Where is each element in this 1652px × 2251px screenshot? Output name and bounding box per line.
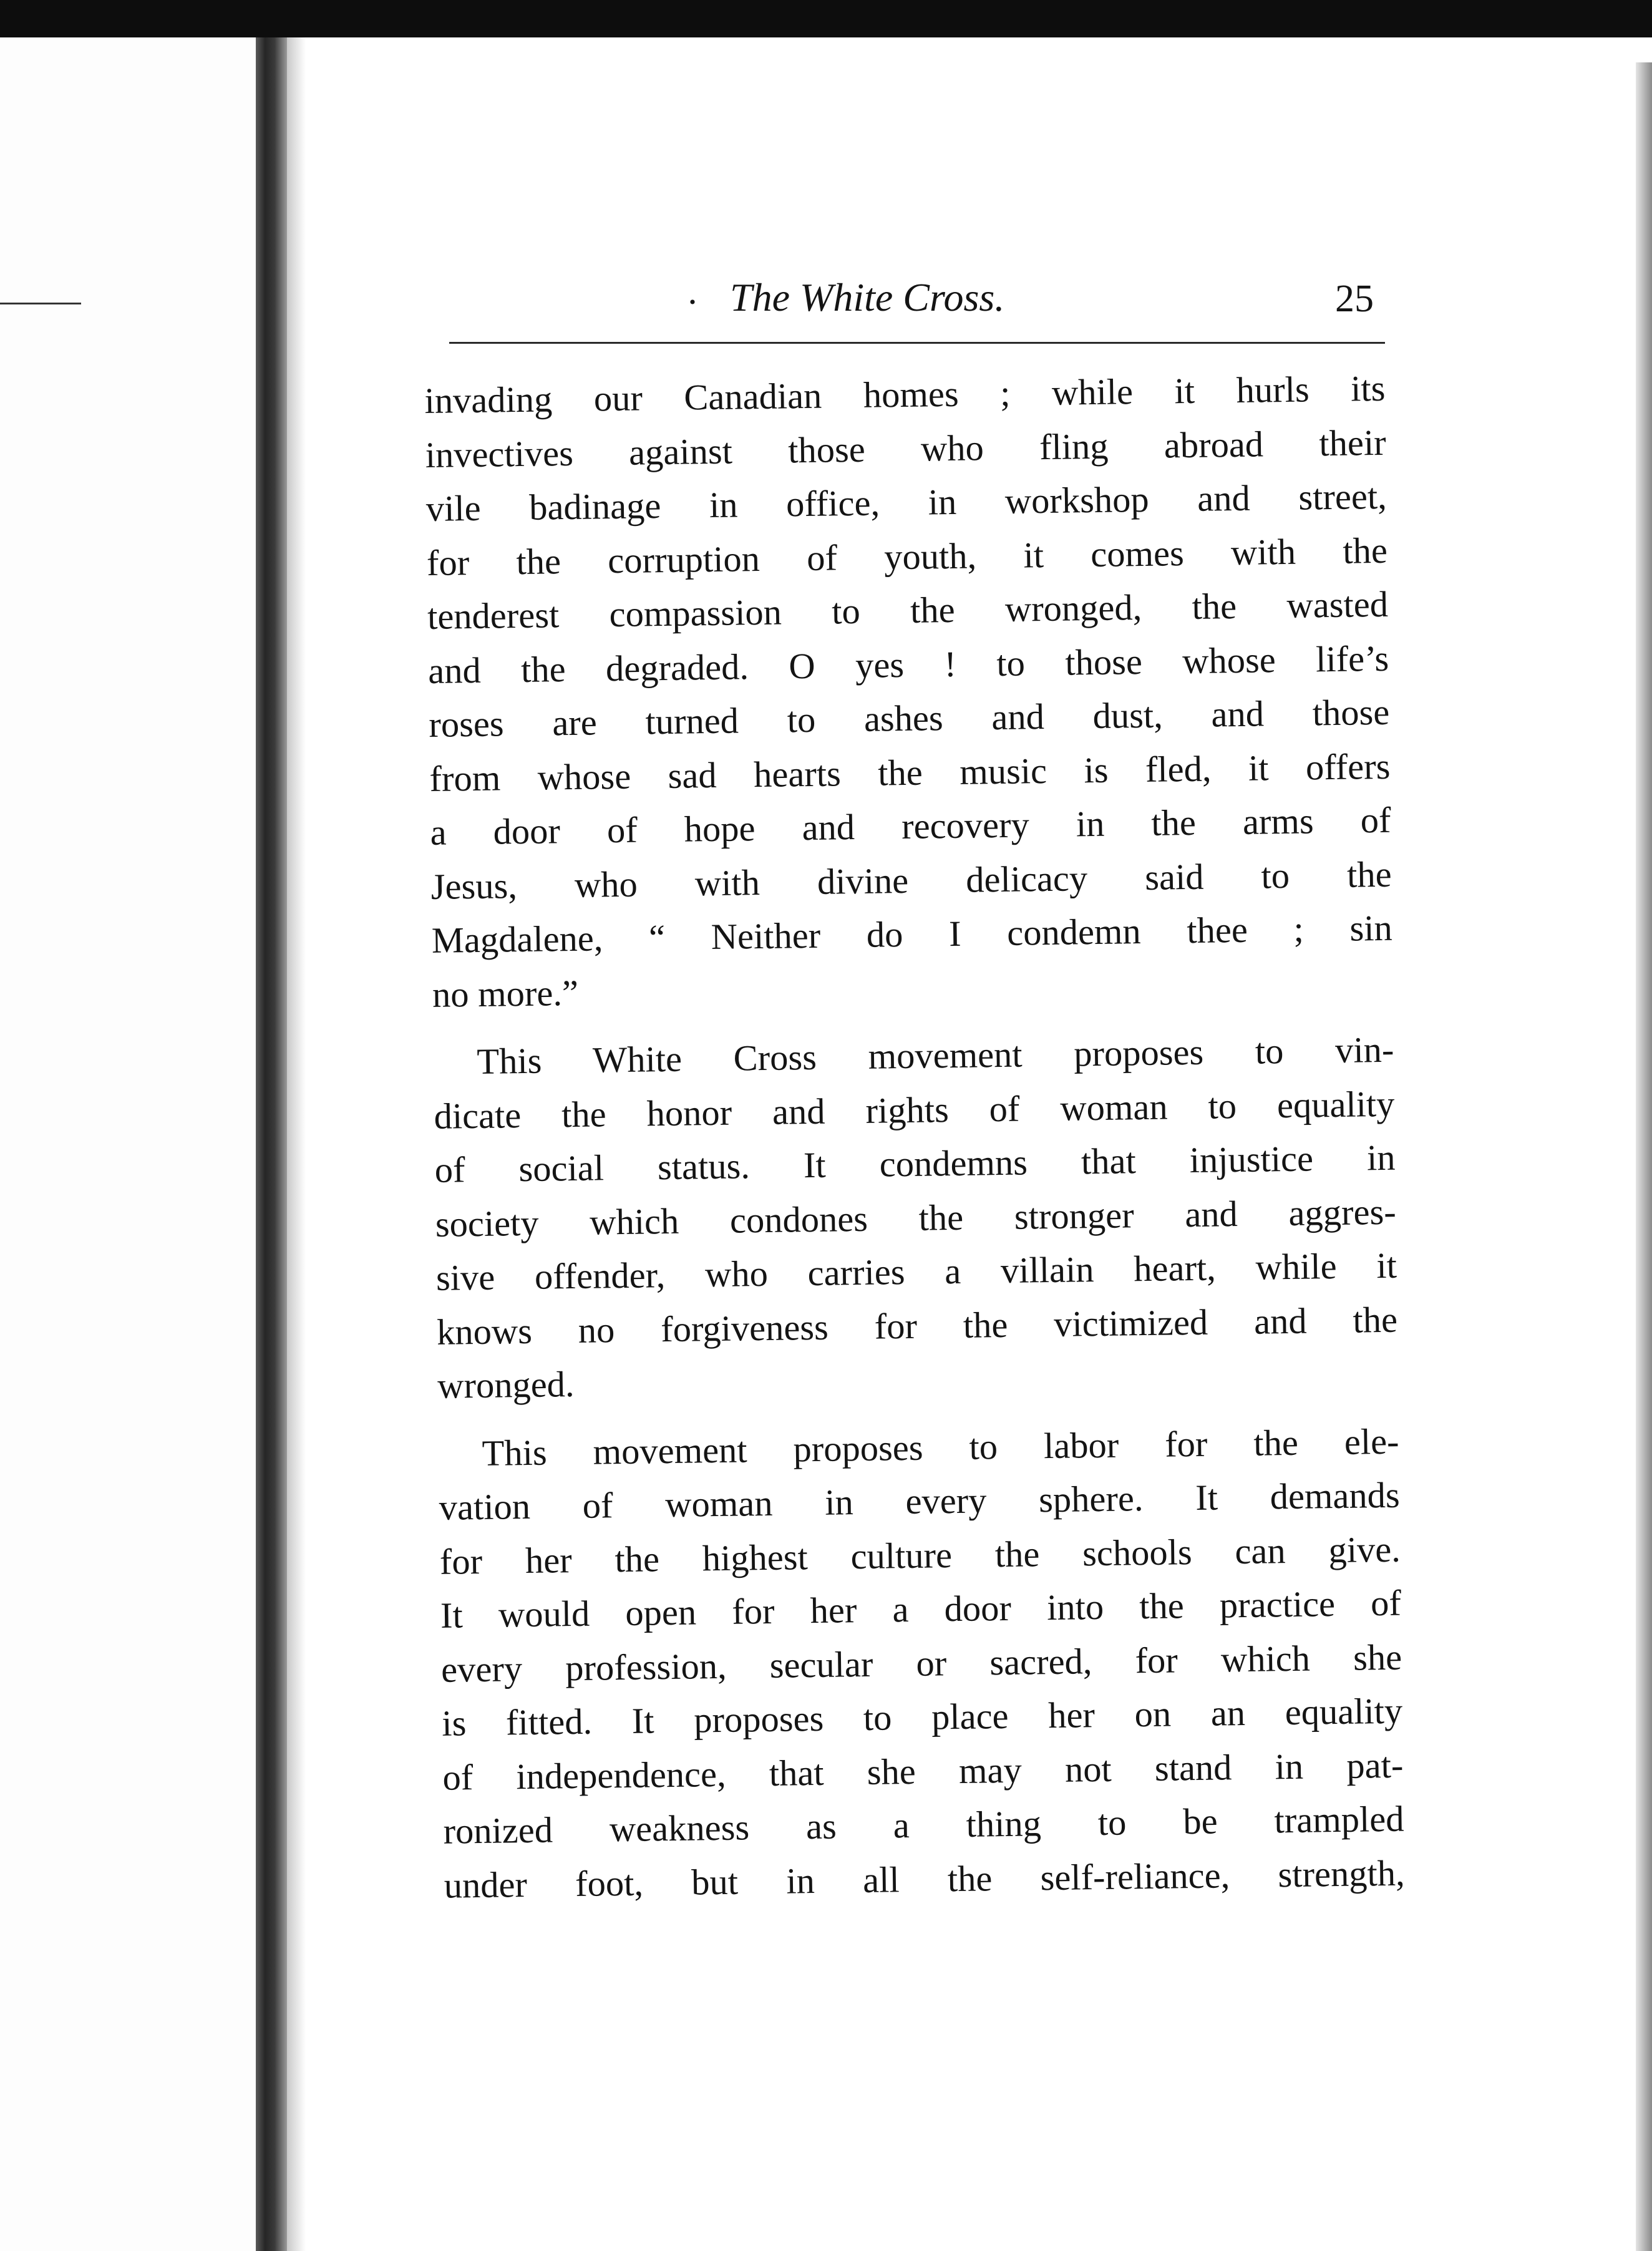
text-line: It would open for her a door into the practice of [440, 1582, 1402, 1636]
text-line: invading our Canadian homes ; while it hurls its [424, 367, 1386, 421]
page-number: 25 [1335, 278, 1374, 320]
text-line: of independence, that she may not stand in pat- [442, 1744, 1404, 1798]
text-line: roses are turned to ashes and dust, and those [428, 691, 1390, 745]
text-line: is fitted. It proposes to place her on an equality [441, 1690, 1403, 1744]
text-line: for the corruption of youth, it comes with the [426, 530, 1388, 583]
text-line: from whose sad hearts the music is fled, it offers [429, 746, 1391, 799]
text-line: This movement proposes to labor for the ele- [482, 1421, 1399, 1474]
text-line: a door of hope and recovery in the arms of [430, 799, 1391, 853]
text-line: knows no forgiveness for the victimized and the [436, 1299, 1398, 1353]
text-line: under foot, but in all the self-reliance, strength, [444, 1852, 1405, 1906]
gutter-shadow [287, 37, 306, 2251]
left-page-rule [0, 303, 81, 304]
text-line: Jesus, who with divine delicacy said to the [430, 853, 1392, 907]
text-line: invectives against those who fling abroad their [425, 422, 1386, 475]
text-line: sive offender, who carries a villain heart, while it [435, 1245, 1397, 1298]
left-page [0, 37, 262, 2251]
text-line: no more.” [432, 972, 579, 1015]
body-text [424, 362, 1405, 1927]
paragraph [433, 1023, 1399, 1414]
header-rule [449, 342, 1385, 344]
right-page-edge [1636, 62, 1652, 2251]
text-line: wronged. [437, 1363, 575, 1406]
paragraph [424, 362, 1393, 1022]
text-line: vation of woman in every sphere. It demands [439, 1474, 1401, 1528]
text-line: ronized weakness as a thing to be trampled [443, 1798, 1404, 1852]
paragraph [438, 1414, 1405, 1913]
text-line: tenderest compassion to the wronged, the wasted [427, 583, 1389, 637]
running-title: The White Cross. [730, 275, 1005, 319]
text-line: every profession, secular or sacred, for which she [440, 1636, 1402, 1690]
text-line: of social status. It condemns that injustice in [434, 1137, 1396, 1190]
text-line: This White Cross movement proposes to vin- [476, 1029, 1394, 1082]
text-line: vile badinage in office, in workshop and street, [425, 475, 1387, 529]
text-line: society which condones the stronger and aggres- [435, 1191, 1397, 1245]
text-line: and the degraded. O yes ! to those whose life’s [427, 638, 1389, 691]
running-header [449, 275, 1385, 337]
text-line: for her the highest culture the schools can give. [439, 1529, 1401, 1582]
book-gutter [256, 37, 287, 2251]
scan-border-top [0, 0, 1652, 37]
text-line: Magdalene, “ Neither do I condemn thee ; sin [431, 907, 1393, 961]
header-dot: · [686, 281, 699, 323]
text-line: dicate the honor and rights of woman to equality [434, 1083, 1395, 1137]
